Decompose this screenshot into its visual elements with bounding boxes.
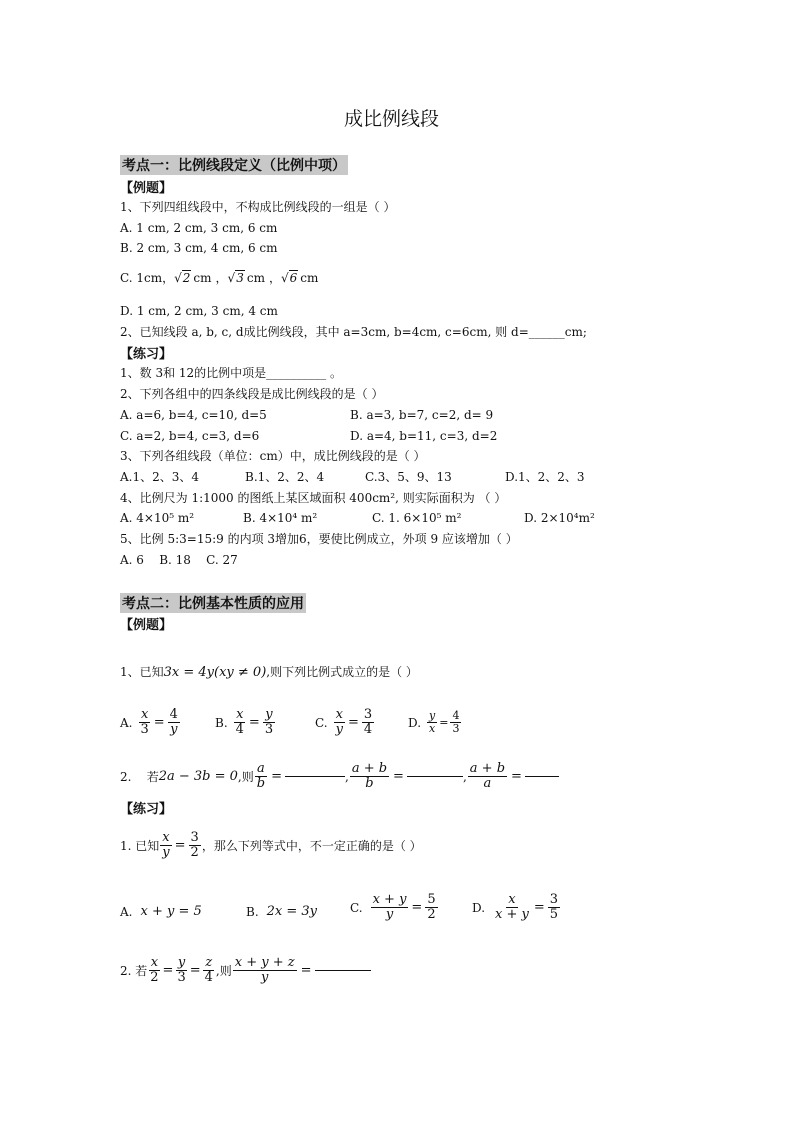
example-label-2: 【例题】 xyxy=(120,618,173,633)
s1-p2-option-b: B. a=3, b=7, c=2, d= 9 xyxy=(350,408,494,422)
answer-blank xyxy=(525,776,559,777)
s2-q2: 2. 若 2a − 3b = 0 ,则 $\frac{a}{b}$ = , $\frac{a + b}{b}$ = , $\frac{a + b}{a}$ = xyxy=(120,762,559,792)
s2-q2-equation: 2a − 3b = 0 xyxy=(158,768,238,784)
sqrt-2-math: √2 xyxy=(174,271,191,285)
s2-q1: 1、已知3x = 4y(xy ≠ 0),则下列比例式成立的是（ ） xyxy=(120,665,418,680)
s1-p3: 3、下列各组线段（单位：cm）中，成比例线段的是（ ） xyxy=(120,449,426,463)
s1-p3-option-b: B.1、2、2、4 xyxy=(245,470,325,484)
unit-cm: cm xyxy=(246,271,265,285)
s1-p3-option-d: D.1、2、2、3 xyxy=(505,470,585,484)
s2-q1-equation: 3x = 4y(xy ≠ 0) xyxy=(163,665,267,680)
s2-q1-option-d: D. $\frac{y}{x}$ = $\frac{4}{3}$ xyxy=(408,709,460,736)
s1-q1c-prefix: C. 1cm， xyxy=(120,271,175,285)
s1-p4-option-a: A. 4×10⁵ m² xyxy=(120,511,195,525)
practice-label-2: 【练习】 xyxy=(120,802,173,817)
s1-p2-option-d: D. a=4, b=11, c=3, d=2 xyxy=(350,429,498,443)
s1-p3-option-c: C.3、5、9、13 xyxy=(365,470,452,484)
section-1-header: 考点一：比例线段定义（比例中项） xyxy=(120,155,348,175)
sqrt-6-math: √6 xyxy=(280,271,298,285)
practice-label-1: 【练习】 xyxy=(120,347,173,362)
s1-q1: 1、下列四组线段中，不构成比例线段的一组是（ ） xyxy=(120,200,396,214)
s1-p2-option-c: C. a=2, b=4, c=3, d=6 xyxy=(120,429,260,443)
s2-pp1: 1. 已知 $\frac{x}{y}$ = $\frac{3}{2}$ ，那么下列等式中，不一定正确的是（ ） xyxy=(120,830,422,861)
s2-q1-option-b: B. $\frac{x}{4}$ = $\frac{y}{3}$ xyxy=(215,707,274,738)
section-2-header: 考点二：比例基本性质的应用 xyxy=(120,593,306,613)
s1-p4: 4、比例尺为 1:1000 的图纸上某区域面积 400cm², 则实际面积为 （ ） xyxy=(120,491,507,505)
unit-cm: cm xyxy=(300,271,319,285)
s1-p2-option-a: A. a=6, b=4, c=10, d=5 xyxy=(120,408,267,422)
example-label-1: 【例题】 xyxy=(120,181,173,196)
s1-p3-option-a: A.1、2、3、4 xyxy=(120,470,200,484)
answer-blank xyxy=(407,776,463,777)
s2-pp1-option-b: B. 2x = 3y xyxy=(246,904,318,919)
s1-p1: 1、数 3和 12的比例中项是__________ 。 xyxy=(120,366,342,380)
s1-p2: 2、下列各组中的四条线段是成比例线段的是（ ） xyxy=(120,387,384,401)
s2-q1-option-c: C. $\frac{x}{y}$ = $\frac{3}{4}$ xyxy=(315,707,373,738)
s1-q2: 2、已知线段 a, b, c, d成比例线段，其中 a=3cm, b=4cm, c=6cm, 则 d=______cm; xyxy=(120,325,587,339)
s1-q1-option-c: C. 1cm， √2 cm ， √3 cm ， √6 cm xyxy=(120,271,319,285)
s2-pp1-option-a: A. x + y = 5 xyxy=(120,904,202,919)
s2-pp2: 2. 若 $\frac{x}{2}$ = $\frac{y}{3}$ = $\frac{z}{4}$ ,则 $\frac{x + y + z}{y}$ = xyxy=(120,956,371,986)
s1-p4-option-b: B. 4×10⁴ m² xyxy=(243,511,318,525)
page-title: 成比例线段 xyxy=(344,108,440,130)
s1-q1-option-d: D. 1 cm, 2 cm, 3 cm, 4 cm xyxy=(120,304,278,318)
s2-pp1-option-c: C. $\frac{x + y}{y}$ = $\frac{5}{2}$ xyxy=(350,892,436,923)
s1-q1-option-b: B. 2 cm, 3 cm, 4 cm, 6 cm xyxy=(120,241,278,255)
answer-blank xyxy=(315,970,371,971)
s1-q1-option-a: A. 1 cm, 2 cm, 3 cm, 6 cm xyxy=(120,221,278,235)
s1-p4-option-d: D. 2×10⁴m² xyxy=(524,511,595,525)
s2-pp1-option-d: D. $\frac{x}{x + y}$ = $\frac{3}{5}$ xyxy=(472,892,559,923)
answer-blank xyxy=(285,776,345,777)
s1-p5: 5、比例 5:3=15:9 的内项 3增加6，要使比例成立，外项 9 应该增加（ ） xyxy=(120,532,518,546)
unit-cm: cm xyxy=(193,271,212,285)
s1-p4-option-c: C. 1. 6×10⁵ m² xyxy=(372,511,462,525)
s1-p5-options: A. 6 B. 18 C. 27 xyxy=(120,553,238,567)
s2-q1-option-a: A. $\frac{x}{3}$ = $\frac{4}{y}$ xyxy=(120,707,178,738)
sqrt-3-math: √3 xyxy=(227,271,244,285)
